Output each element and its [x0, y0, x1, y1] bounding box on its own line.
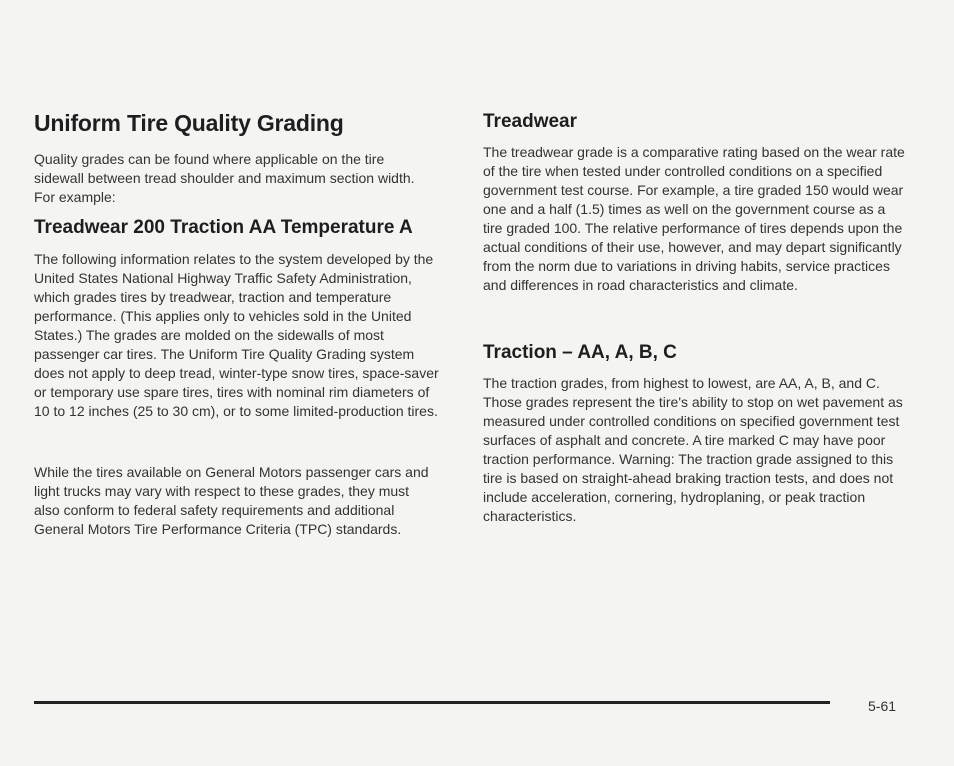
page-title: Uniform Tire Quality Grading — [34, 110, 344, 136]
example-heading: Treadwear 200 Traction AA Temperature A — [34, 217, 413, 238]
page-number: 5-61 — [868, 698, 897, 714]
gm-paragraph: While the tires available on General Motors passenger cars and light trucks may vary with respect to these grades, they must also conform to federal safety requirements and additional General Motors Tire Performance Criteria (TPC) standards. — [34, 464, 429, 537]
system-paragraph: The following information relates to the system developed by the United States National Highway Traffic Safety Administration, which grades tires by treadwear, traction and temperature performance. (This applies only to vehicles sold in the United States.) The grades are molded on the sidewalls of most passenger car tires. The Uniform Tire Quality Grading system does not apply to deep tread, winter-type snow tires, space-saver or temporary use spare tires, tires with nominal rim diameters of 10 to 12 inches (25 to 30 cm), or to some limited-production tires. — [34, 251, 439, 419]
treadwear-paragraph: The treadwear grade is a comparative rating based on the wear rate of the tire when tested under controlled conditions on a specified government test course. For example, a tire graded 150 would wear one and a half (1.5) times as well on the government course as a tire graded 100. The relative performance of tires depends upon the actual conditions of their use, however, and may depart significantly from the norm due to variations in driving habits, service practices and differences in road characteristics and climate. — [483, 144, 905, 293]
treadwear-heading: Treadwear — [483, 111, 577, 132]
traction-heading: Traction – AA, A, B, C — [483, 342, 677, 363]
traction-paragraph: The traction grades, from highest to lowest, are AA, A, B, and C. Those grades represent the tire's ability to stop on wet pavement as measured under controlled conditions on specified government test surfaces of asphalt and concrete. A tire marked C may have poor traction performance. Warning: The traction grade assigned to this tire is based on straight-ahead braking traction tests, and does not include acceleration, cornering, hydroplaning, or peak traction characteristics. — [483, 375, 903, 524]
intro-paragraph: Quality grades can be found where applicable on the tire sidewall between tread shoulder and maximum section width. For example: — [34, 151, 415, 205]
footer-rule — [34, 701, 830, 704]
